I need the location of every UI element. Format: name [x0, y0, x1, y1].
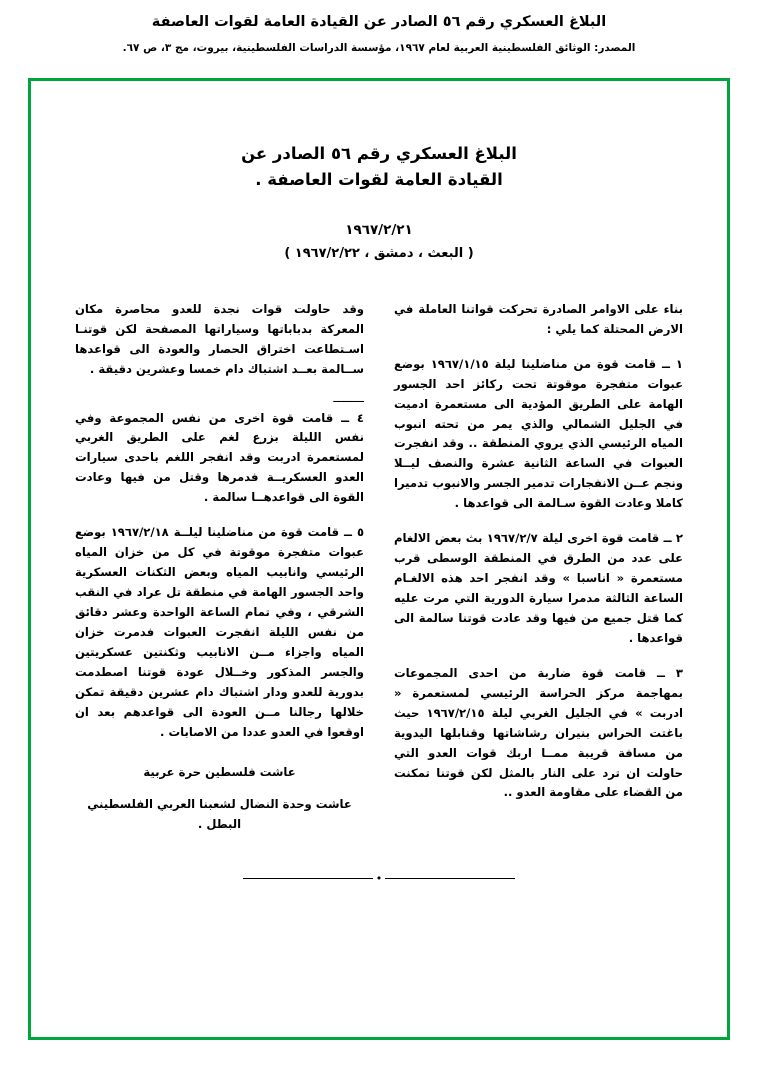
page-title-line-2: القيادة العامة لقوات العاصفة . [255, 169, 503, 189]
footer-divider [31, 868, 727, 887]
dash-marker: ـــــــــ [333, 390, 364, 405]
date-primary: ١٩٦٧/٢/٢١ [345, 222, 413, 239]
paragraph: ٣ ــ قامت قوة ضاربة من احدى المجموعات بمهاجمة مركز الحراسة الرئيسي لمستعمرة « ادربت » في الجليل الغربي ليلة ١٩٦٧/٢/١٥ حيث باغتت الحراس بنيران رشاشاتها وقنابلها اليدوية من مسافة قريبة ممــا اربك قوات العدو التي حاولت ان ترد على النار بالمثل لكن قوتنا تمكنت من القضاء على مقاومة العدو .. [394, 665, 683, 800]
slogan: عاشت وحدة النضال لشعبنا العربي الفلسطيني البطل . [87, 797, 352, 832]
slogan: عاشت فلسطين حرة عربية [143, 764, 296, 779]
text-columns [69, 300, 689, 849]
paragraph: بناء على الاوامر الصادرة تحركت قواتنا العاملة في الارض المحتلة كما يلي : [394, 301, 683, 336]
divider-bar [385, 878, 515, 879]
column-right [394, 300, 683, 849]
date-block [69, 218, 689, 266]
divider-bar [243, 878, 373, 879]
green-border-frame [28, 78, 730, 1040]
column-left [75, 300, 364, 849]
page-title-line-1: البلاغ العسكري رقم ٥٦ الصادر عن [241, 144, 517, 163]
paragraph: وقد حاولت قوات نجدة للعدو محاصرة مكان المعركة بدباباتها وسياراتها المصفحة لكن قوتنـا اسـتطاعت اختراق الحصار والعودة الى قواعدها ســالمة بعــد اشتباك دام خمسا وعشرين دقيقة . [75, 301, 364, 376]
date-source-citation: ( البعث ، دمشق ، ١٩٦٧/٢/٢٢ ) [284, 246, 474, 262]
paragraph: ٥ ــ قامت قوة من مناضلينا ليلــة ١٩٦٧/٢/١٨ بوضع عبوات متفجرة موقوتة في كل من خزان المياه الرئيسي وانابيب المياه وبعض الثكنات العسكرية واحد الجسور الهامة في منطقة تل عراد في النقب الشرقي ، وفي تمام الساعة الواحدة وعشر دقائق من نفس الليلة انفجرت العبوات فدمرت خزان المياه واجزاء مــن الانابيب وثكنتين عسكريتين والجسر المذكور وخــلال عودة قوتنا اصطدمت بدورية للعدو ودار اشتباك دام عشرين دقيقة تمكن خلالها رجالنا مــن العودة الى قواعدهم بعد ان اوقعوا في العدو عددا من الاصابات . [75, 525, 365, 739]
frame-inner [31, 81, 727, 1037]
document-header [0, 0, 758, 56]
page-title [69, 141, 689, 192]
divider-dot: • [375, 872, 383, 885]
document-content [31, 81, 727, 848]
slogans-block [75, 763, 364, 836]
paragraph: ١ ــ قامت قوة من مناضلينا ليلة ١٩٦٧/١/١٥ بوضع عبوات متفجرة موقوتة تحت ركائز احد الجسور الهامة على الطريق المؤدية الى مستعمرة ادميت في الجليل الشمالي والذي يمر من تحته انبوب المياه الرئيسي الذي يروي المنطقة .. وقد انفجرت العبوات في الساعة الثانية عشرة والنصف ليــلا ونجم عــن الانفجارات تدمير الجسر والانبوب تدميرا كاملا وعادت القوة سـالمة الى قواعدها . [394, 356, 683, 511]
paragraph: ٢ ــ قامت قوة اخرى ليلة ١٩٦٧/٢/٧ بث بعض الالغام على عدد من الطرق في المنطقة الوسطى قرب مستعمرة « اناسبا » وقد انفجر احد هذه الالغـام الساعة الثالثة مدمرا سيارة الدورية التي مرت عليه كما قتل جميع من فيها وقد عادت قوتنا سالمة الى قواعدها . [394, 531, 683, 645]
header-title: البلاغ العسكري رقم ٥٦ الصادر عن القيادة العامة لقوات العاصفة [151, 14, 607, 30]
header-source: المصدر: الوثائق الفلسطينية العربية لعام ١٩٦٧، مؤسسة الدراسات الفلسطينية، بيروت، مج ٣، ص ٦٧. [122, 42, 636, 55]
paragraph: ٤ ــ قامت قوة اخرى من نفس المجموعة وفي نفس الليلة بزرع لغم على الطريق الغربي لمستعمرة ادربت وقد انفجر اللغم باحدى سيارات العدو العسكريــة فدمرها وقتل من فيها وعادت القوة الى قواعدهــا سالمة . [75, 410, 364, 505]
